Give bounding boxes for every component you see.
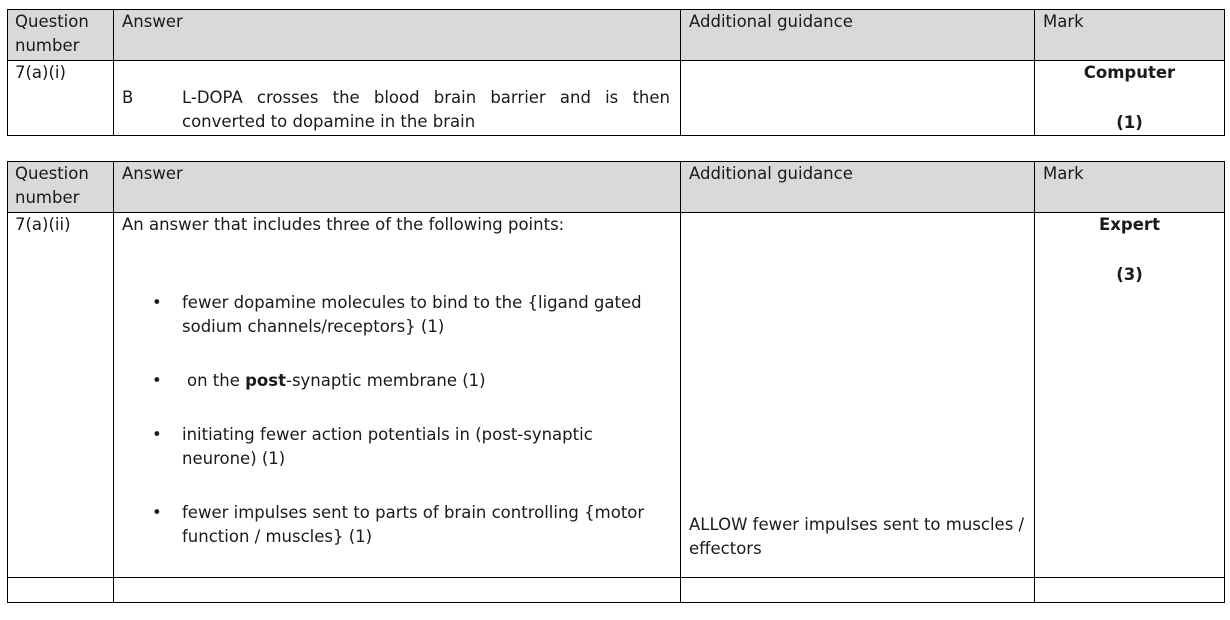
mark-scheme-table-7ai	[7, 9, 1225, 136]
empty-cell	[681, 578, 1035, 603]
header-question-number: Question number	[8, 10, 114, 61]
answer-points-list	[122, 291, 680, 549]
header-row	[8, 162, 1225, 213]
mark-cell	[1035, 213, 1225, 578]
point-bold-word: post	[245, 371, 286, 390]
bullet-icon: •	[152, 425, 162, 444]
bullet-icon: •	[152, 503, 162, 522]
empty-cell	[1035, 578, 1225, 603]
empty-cell	[114, 578, 681, 603]
answer-cell	[114, 61, 681, 136]
header-mark: Mark	[1035, 162, 1225, 213]
point-prefix: on the	[187, 371, 246, 390]
header-row	[8, 10, 1225, 61]
header-answer: Answer	[114, 162, 681, 213]
mark-cell	[1035, 61, 1225, 136]
list-item	[122, 501, 680, 549]
mark-value: (1)	[1116, 113, 1143, 132]
header-additional-guidance: Additional guidance	[681, 162, 1035, 213]
mark-value: (3)	[1116, 265, 1143, 284]
question-number: 7(a)(ii)	[8, 213, 114, 578]
point-text	[182, 371, 486, 390]
point-text: fewer impulses sent to parts of brain controlling {motor function / muscles} (1)	[182, 503, 645, 546]
table-row	[8, 61, 1225, 136]
guidance-cell	[681, 61, 1035, 136]
empty-cell	[8, 578, 114, 603]
bullet-icon: •	[152, 293, 162, 312]
list-item	[122, 291, 680, 339]
bullet-icon: •	[152, 371, 162, 390]
point-rest: -synaptic membrane (1)	[285, 371, 486, 390]
list-item	[122, 423, 680, 471]
header-question-number: Question number	[8, 162, 114, 213]
mark-type: Computer	[1083, 63, 1176, 82]
mark-type: Expert	[1099, 215, 1160, 234]
question-number: 7(a)(i)	[8, 61, 114, 136]
guidance-text: ALLOW fewer impulses sent to muscles / effectors	[689, 515, 1025, 558]
answer-letter: B	[122, 88, 134, 107]
header-answer: Answer	[114, 10, 681, 61]
mark-scheme-table-7aii	[7, 161, 1225, 603]
guidance-cell	[681, 213, 1035, 578]
table-row	[8, 213, 1225, 578]
point-text: initiating fewer action potentials in (post-synaptic neurone) (1)	[182, 425, 593, 468]
header-additional-guidance: Additional guidance	[681, 10, 1035, 61]
point-text: fewer dopamine molecules to bind to the {ligand gated sodium channels/receptors} (1)	[182, 293, 642, 336]
table-row	[8, 578, 1225, 603]
answer-text: L-DOPA crosses the blood brain barrier and is then converted to dopamine in the brain	[182, 88, 670, 131]
answer-intro: An answer that includes three of the following points:	[122, 215, 565, 234]
list-item	[122, 369, 680, 393]
answer-cell	[114, 213, 681, 578]
answer-option	[122, 86, 680, 134]
header-mark: Mark	[1035, 10, 1225, 61]
